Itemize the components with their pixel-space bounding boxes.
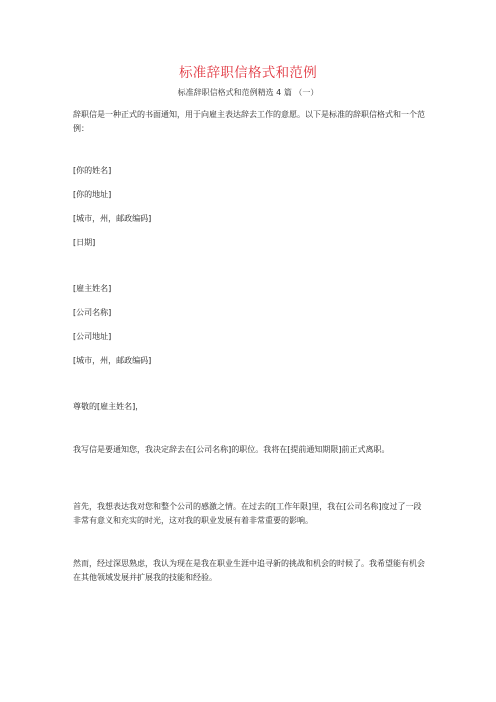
document-subtitle: 标准辞职信格式和范例精选 4 篇 （一）: [177, 88, 319, 97]
intro-paragraph: 辞职信是一种正式的书面通知，用于向雇主表达辞去工作的意愿。以下是标准的辞职信格式和一个范例：: [73, 110, 425, 133]
sender-address: [你的地址]: [73, 190, 112, 199]
recipient-city-state-zip: [城市，州，邮政编码]: [73, 356, 152, 365]
body-paragraph-2: 首先，我想表达我对您和整个公司的感激之情。在过去的[工作年限]里，我在[公司名称]度过了一段非常有意义和充实的时光，这对我的职业发展有着非常重要的影响。: [73, 502, 422, 525]
sender-name: [你的姓名]: [73, 166, 112, 175]
sender-city-state-zip: [城市，州，邮政编码]: [73, 214, 152, 223]
letter-date: [日期]: [73, 238, 96, 247]
recipient-company-address: [公司地址]: [73, 332, 112, 341]
salutation: 尊敬的[雇主姓名]，: [73, 402, 144, 411]
document-title: 标准辞职信格式和范例: [179, 65, 317, 81]
recipient-name: [雇主姓名]: [73, 284, 112, 293]
body-paragraph-3: 然而，经过深思熟虑，我认为现在是我在职业生涯中追寻新的挑战和机会的时候了。我希望能有机会在其他领域发展并扩展我的技能和经验。: [73, 559, 425, 582]
body-paragraph-1: 我写信是要通知您，我决定辞去在[公司名称]的职位。我将在[提前通知期限]前正式离职。: [73, 445, 390, 454]
recipient-company: [公司名称]: [73, 308, 112, 317]
